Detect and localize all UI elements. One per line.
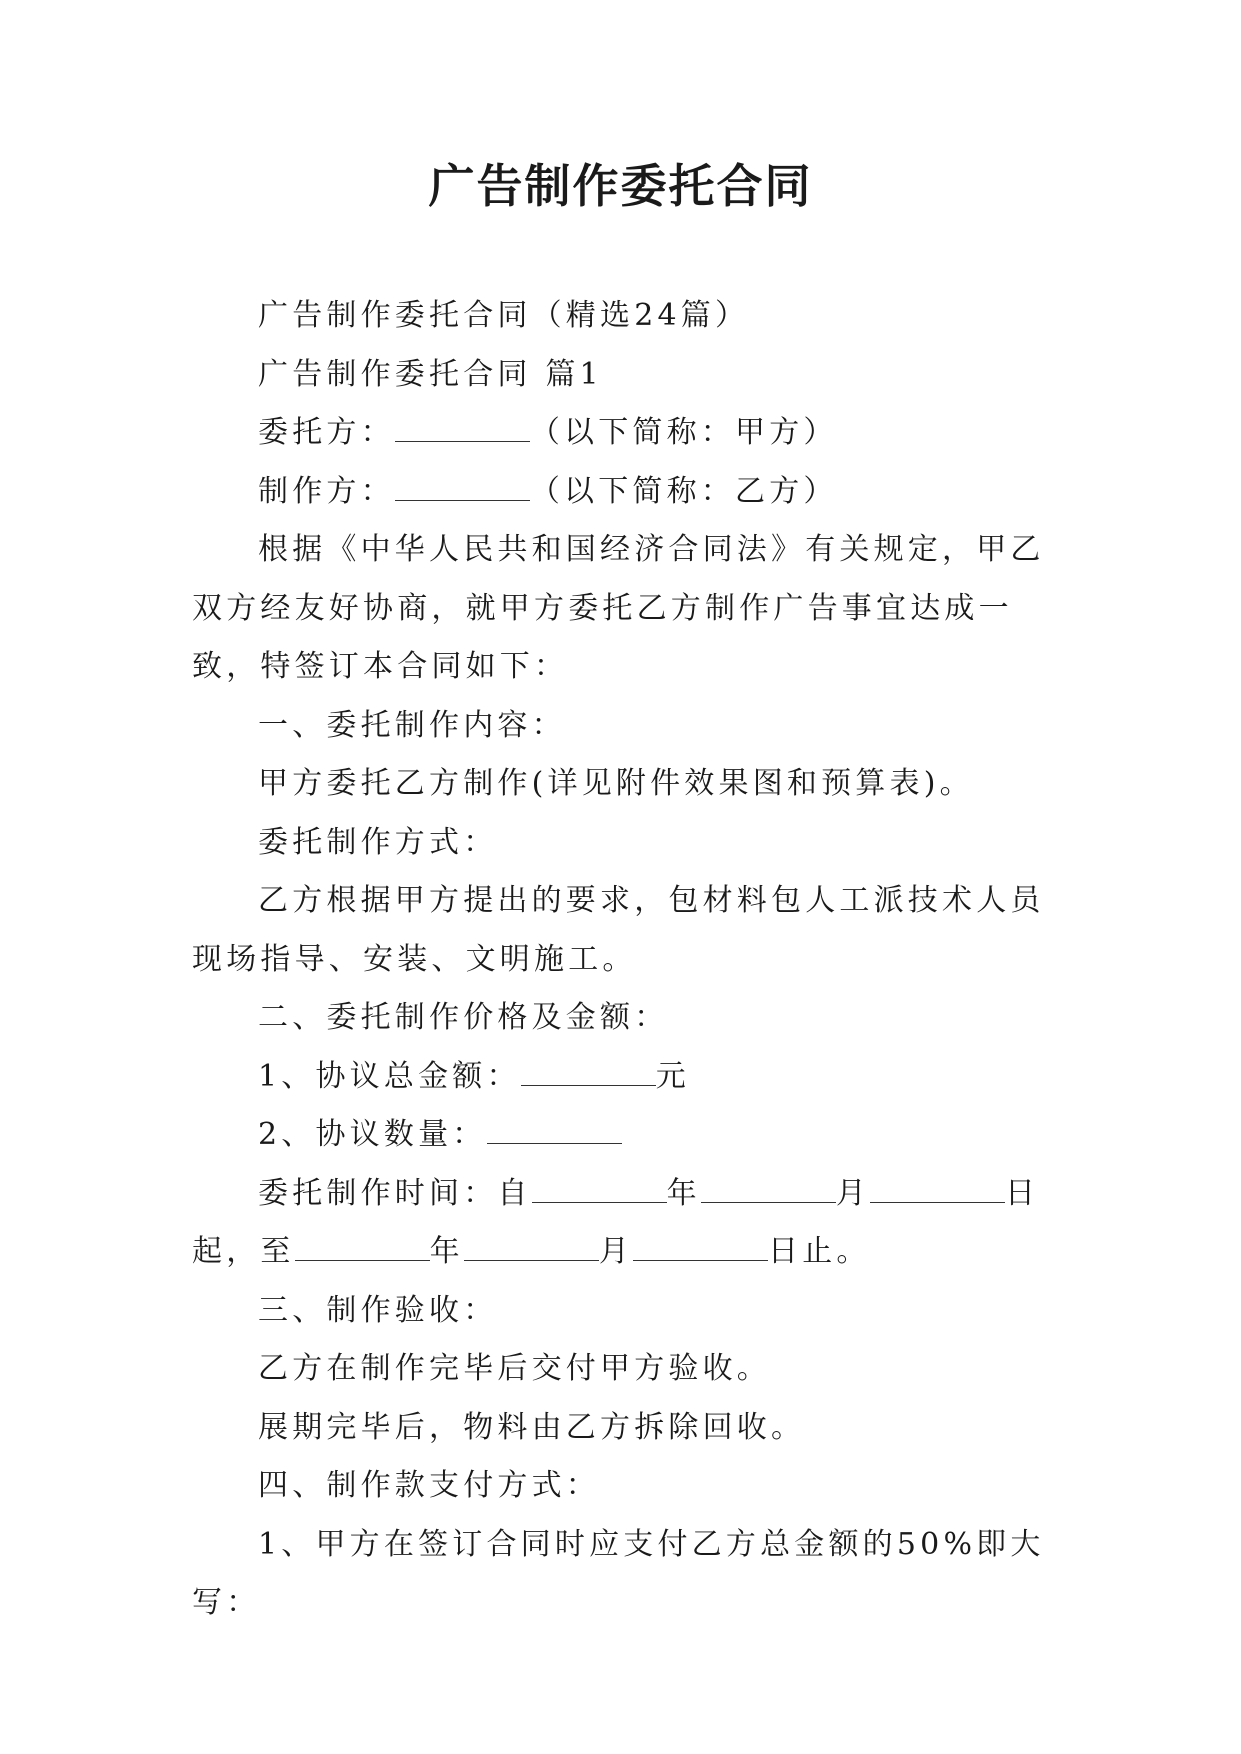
document-title: 广告制作委托合同 [428, 159, 813, 213]
start-year-unit: 年 [666, 1175, 701, 1211]
total-amount-label: 1、协议总金额： [258, 1058, 521, 1094]
start-day-unit: 日起，至 [192, 1175, 1040, 1269]
client-blank [395, 413, 530, 442]
paragraph-schedule [192, 1165, 1062, 1282]
producer-abbrev: （以下简称：乙方） [529, 473, 838, 509]
start-month-unit: 月 [835, 1175, 871, 1211]
paragraph-acceptance: 乙方在制作完毕后交付甲方验收。 [258, 1351, 771, 1386]
paragraph-heading-2: 二、委托制作价格及金额： [258, 1000, 669, 1035]
start-month-blank [701, 1174, 836, 1203]
end-year-unit: 年 [429, 1234, 464, 1269]
paragraph-method-heading: 委托制作方式： [258, 824, 498, 860]
paragraph-removal: 展期完毕后，物料由乙方拆除回收。 [258, 1409, 806, 1445]
start-year-blank [532, 1174, 667, 1203]
end-month-unit: 月 [598, 1234, 634, 1269]
paragraph-client [192, 404, 1062, 463]
total-amount-blank [521, 1057, 656, 1086]
end-day-blank [633, 1232, 768, 1261]
paragraph-heading-4: 四、制作款支付方式： [258, 1468, 600, 1503]
client-abbrev: （以下简称：甲方） [529, 415, 838, 450]
quantity-blank [487, 1115, 622, 1144]
end-year-blank [295, 1232, 430, 1261]
paragraph-total-amount [192, 1048, 1062, 1107]
schedule-label: 委托制作时间：自 [258, 1175, 532, 1211]
paragraph-quantity [192, 1106, 1062, 1165]
producer-label: 制作方： [258, 473, 395, 509]
paragraph-heading-1: 一、委托制作内容： [258, 707, 566, 743]
paragraph-payment: 1、甲方在签订合同时应支付乙方总金额的50%即大写： [192, 1526, 1045, 1620]
paragraph-section-heading: 广告制作委托合同 篇1 [258, 356, 603, 392]
paragraph-heading-3: 三、制作验收： [258, 1292, 498, 1328]
producer-blank [395, 472, 530, 501]
quantity-label: 2、协议数量： [258, 1117, 487, 1152]
total-amount-unit: 元 [655, 1058, 690, 1094]
paragraph-producer [192, 463, 1062, 522]
start-day-blank [870, 1174, 1005, 1203]
document-body [192, 287, 1062, 1633]
paragraph-content: 甲方委托乙方制作(详见附件效果图和预算表)。 [258, 766, 974, 801]
paragraph-subtitle: 广告制作委托合同（精选24篇） [258, 298, 750, 333]
end-day-unit: 日止。 [768, 1234, 871, 1269]
end-month-blank [464, 1232, 599, 1261]
paragraph-preamble: 根据《中华人民共和国经济合同法》有关规定，甲乙双方经友好协商，就甲方委托乙方制作广告事宜达成一致，特签订本合同如下： [192, 532, 1045, 684]
paragraph-method: 乙方根据甲方提出的要求，包材料包人工派技术人员现场指导、安装、文明施工。 [192, 883, 1045, 977]
client-label: 委托方： [258, 415, 395, 450]
